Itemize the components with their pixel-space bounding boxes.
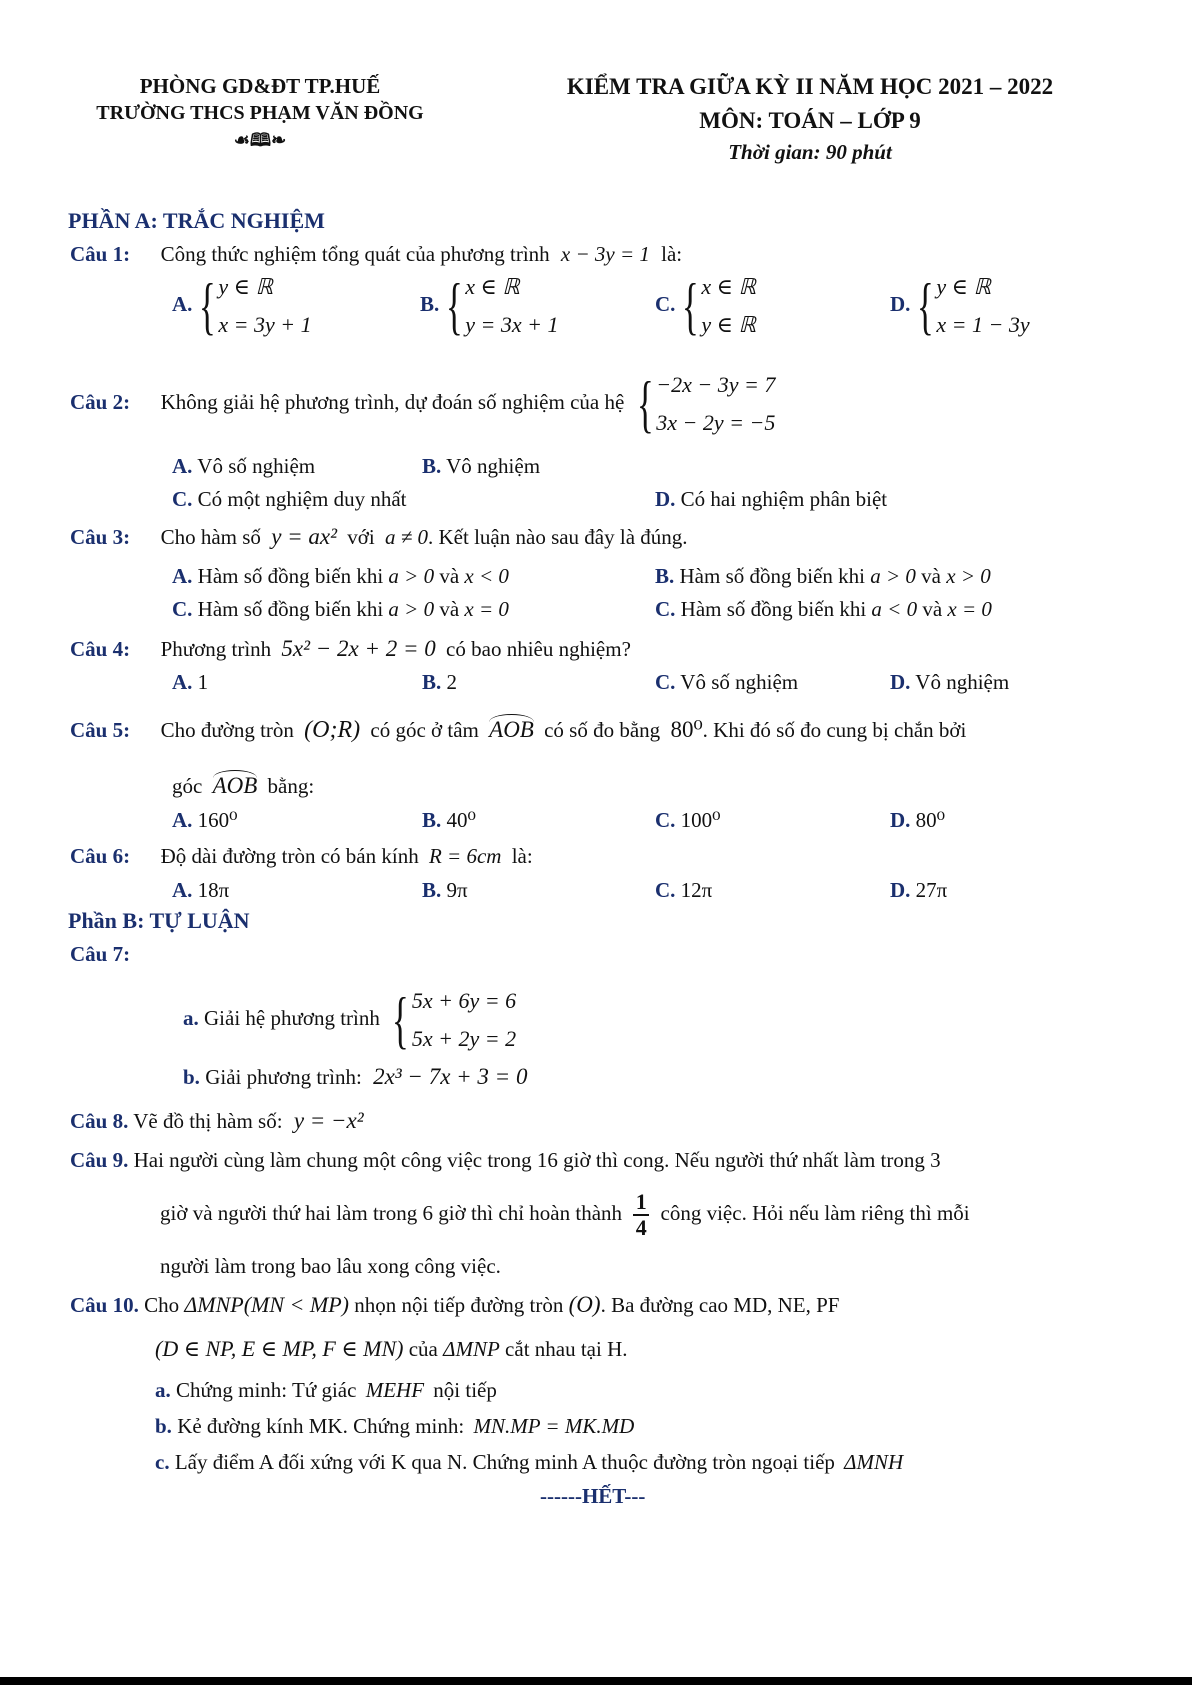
fraction-numerator: 1 xyxy=(635,1189,647,1214)
option-text: và xyxy=(921,564,941,588)
q5-option-b[interactable] xyxy=(422,808,476,833)
condition: x = 0 xyxy=(947,597,992,621)
question-9 xyxy=(70,1148,941,1173)
option-text: 27π xyxy=(915,878,948,902)
question-text: của xyxy=(408,1337,438,1361)
q1-option-d[interactable]: D. { y ∈ ℝ x = 1 − 3y xyxy=(890,268,1030,344)
q4-option-b[interactable] xyxy=(422,670,457,695)
option-key: D. xyxy=(890,878,911,902)
condition: x > 0 xyxy=(946,564,991,588)
q6-option-b[interactable] xyxy=(422,878,468,903)
option-text: 2 xyxy=(446,670,458,694)
equation: 5x² − 2x + 2 = 0 xyxy=(281,636,436,661)
ornament-icon: ☙🕮❧ xyxy=(233,130,287,150)
q4-option-c[interactable] xyxy=(655,670,798,695)
option-key: D. xyxy=(890,808,911,832)
condition: a > 0 xyxy=(388,564,435,588)
system-line: 5x + 6y = 6 xyxy=(411,988,517,1013)
triangle-notation: ΔMNP(MN < MP) xyxy=(184,1292,349,1317)
question-text: Phương trình xyxy=(160,637,272,661)
question-label: Câu 3: xyxy=(70,525,131,549)
exam-title: KIỂM TRA GIỮA KỲ II NĂM HỌC 2021 – 2022 xyxy=(566,74,1054,99)
option-key: A. xyxy=(172,878,193,902)
question-10-line2 xyxy=(155,1336,628,1362)
option-key: A. xyxy=(172,454,193,478)
condition: a ≠ 0 xyxy=(384,525,429,549)
option-key: B. xyxy=(422,454,442,478)
question-text: là: xyxy=(511,844,533,868)
condition: a > 0 xyxy=(388,597,435,621)
option-key: C. xyxy=(655,291,676,316)
system-line: 5x + 2y = 2 xyxy=(411,1026,517,1051)
question-text: công việc. Hỏi nếu làm riêng thì mỗi xyxy=(660,1201,970,1225)
question-text: góc xyxy=(172,774,203,798)
question-text: có góc ở tâm xyxy=(370,718,479,742)
triangle-notation: ΔMNP xyxy=(443,1337,500,1361)
system-line: x ∈ ℝ xyxy=(701,274,756,299)
option-text: 1 xyxy=(197,670,209,694)
school-name: TRƯỜNG THCS PHẠM VĂN ĐỒNG xyxy=(96,102,424,124)
angle-measure: 80⁰ xyxy=(670,717,703,742)
question-9-line2 xyxy=(160,1190,970,1240)
question-text: Cho hàm số xyxy=(160,525,261,549)
q2-option-d[interactable] xyxy=(655,487,887,512)
question-text: Chứng minh: Tứ giác xyxy=(176,1378,357,1402)
system-line: x ∈ ℝ xyxy=(465,274,520,299)
question-10 xyxy=(70,1292,839,1318)
angle-notation: AOB xyxy=(213,770,258,799)
question-2: Câu 2: Không giải hệ phương trình, dự đoán số nghiệm của hệ { −2x − 3y = 7 3x − 2y = −5 xyxy=(70,366,775,442)
system-line: y ∈ ℝ xyxy=(218,274,273,299)
q1-option-b[interactable]: B. { x ∈ ℝ y = 3x + 1 xyxy=(420,268,558,344)
fraction xyxy=(633,1190,649,1240)
system-line: x = 3y + 1 xyxy=(218,312,312,337)
option-text: 160⁰ xyxy=(197,808,238,832)
q3-option-d[interactable] xyxy=(655,597,992,622)
question-10c xyxy=(155,1450,903,1475)
question-text: Giải phương trình: xyxy=(205,1065,362,1089)
q6-option-a[interactable] xyxy=(172,878,229,903)
exam-duration: Thời gian: 90 phút xyxy=(728,140,892,164)
question-text: Không giải hệ phương trình, dự đoán số nghiệm của hệ xyxy=(160,389,625,414)
option-key: B. xyxy=(422,808,442,832)
question-label: Câu 5: xyxy=(70,718,131,742)
option-text: và xyxy=(922,597,943,621)
q6-option-d[interactable] xyxy=(890,878,947,903)
question-4 xyxy=(70,636,631,662)
question-text: bằng: xyxy=(267,774,315,798)
question-text: cắt nhau tại H. xyxy=(505,1337,628,1361)
q4-option-d[interactable] xyxy=(890,670,1009,695)
system-line: y ∈ ℝ xyxy=(936,274,991,299)
triangle-notation: ΔMNH xyxy=(844,1450,904,1474)
school-department: PHÒNG GD&ĐT TP.HUẾ xyxy=(139,74,381,98)
question-text: Công thức nghiệm tổng quát của phương trình xyxy=(160,242,550,266)
question-text: . Khi đó số đo cung bị chắn bởi xyxy=(702,718,967,742)
system-line: x = 1 − 3y xyxy=(936,312,1030,337)
option-text: Hàm số đồng biến khi xyxy=(197,597,384,621)
question-5 xyxy=(70,714,966,744)
option-text: 12π xyxy=(680,878,713,902)
q1-option-a[interactable]: A. { y ∈ ℝ x = 3y + 1 xyxy=(172,268,312,344)
item-key: c. xyxy=(155,1450,170,1474)
system-line: y = 3x + 1 xyxy=(465,312,559,337)
option-key: C. xyxy=(172,597,193,621)
part-b-title: Phần B: TỰ LUẬN xyxy=(68,908,250,933)
question-text: Lấy điểm A đối xứng với K qua N. Chứng minh A thuộc đường tròn ngoại tiếp xyxy=(174,1450,835,1474)
option-text: Hàm số đồng biến khi xyxy=(679,564,865,588)
question-6 xyxy=(70,844,533,869)
question-label: Câu 1: xyxy=(70,242,131,266)
question-label: Câu 10. xyxy=(70,1293,139,1317)
condition: (D ∈ NP, E ∈ MP, F ∈ MN) xyxy=(155,1336,404,1361)
scan-border xyxy=(0,1677,1192,1685)
option-key: C. xyxy=(172,487,193,511)
option-text: 9π xyxy=(446,878,468,902)
question-text: Kẻ đường kính MK. Chứng minh: xyxy=(177,1414,465,1438)
question-text: giờ và người thứ hai làm trong 6 giờ thì chỉ hoàn thành xyxy=(160,1201,623,1225)
option-text: Vô nghiệm xyxy=(915,670,1010,694)
option-text: Có hai nghiệm phân biệt xyxy=(680,487,888,511)
option-key: B. xyxy=(655,564,675,588)
system-line: 3x − 2y = −5 xyxy=(656,410,776,435)
question-text: có bao nhiêu nghiệm? xyxy=(446,637,631,661)
equation: y = ax² xyxy=(271,524,338,549)
q5-option-c[interactable] xyxy=(655,808,721,833)
question-9-line3: người làm trong bao lâu xong công việc. xyxy=(160,1254,501,1278)
question-text: Hai người cùng làm chung một công việc trong 16 giờ thì cong. Nếu người thứ nhất làm trong 3 xyxy=(133,1148,941,1172)
condition: a > 0 xyxy=(870,564,916,588)
item-key: a. xyxy=(183,1005,199,1030)
question-7a: a. Giải hệ phương trình { 5x + 6y = 6 5x + 2y = 2 xyxy=(183,982,516,1058)
question-label: Câu 6: xyxy=(70,844,131,868)
q2-option-c[interactable] xyxy=(172,487,407,512)
question-8 xyxy=(70,1108,364,1134)
option-key: A. xyxy=(172,808,193,832)
option-key: D. xyxy=(890,291,911,316)
equation: y = −x² xyxy=(293,1108,364,1133)
option-key: C. xyxy=(655,670,676,694)
question-text: Vẽ đồ thị hàm số: xyxy=(133,1109,283,1133)
question-text: . Ba đường cao MD, NE, PF xyxy=(600,1293,840,1317)
option-text: 100⁰ xyxy=(680,808,721,832)
question-text: Độ dài đường tròn có bán kính xyxy=(160,844,419,868)
system-line: y ∈ ℝ xyxy=(701,312,756,337)
exam-subject: MÔN: TOÁN – LỚP 9 xyxy=(699,108,921,133)
option-text: 40⁰ xyxy=(446,808,476,832)
question-10a xyxy=(155,1378,497,1403)
condition: a < 0 xyxy=(871,597,918,621)
option-key: A. xyxy=(172,291,193,316)
q5-option-a[interactable] xyxy=(172,808,238,833)
question-text: Cho xyxy=(144,1293,180,1317)
question-5-line2 xyxy=(172,770,314,799)
option-key: C. xyxy=(655,597,676,621)
option-text: Có một nghiệm duy nhất xyxy=(197,487,407,511)
option-key: C. xyxy=(655,878,676,902)
question-label: Câu 9. xyxy=(70,1148,129,1172)
end-marker: ------HẾT--- xyxy=(540,1484,646,1508)
q1-option-c[interactable]: C. { x ∈ ℝ y ∈ ℝ xyxy=(655,268,756,344)
question-text: Giải hệ phương trình xyxy=(204,1005,380,1030)
option-text: 18π xyxy=(197,878,230,902)
question-10b xyxy=(155,1414,634,1439)
option-text: 80⁰ xyxy=(915,808,946,832)
circle-notation: (O) xyxy=(568,1292,601,1317)
item-key: b. xyxy=(155,1414,172,1438)
question-text: Cho đường tròn xyxy=(160,718,294,742)
option-key: B. xyxy=(422,878,442,902)
option-key: D. xyxy=(655,487,676,511)
condition: x < 0 xyxy=(464,564,509,588)
option-key: C. xyxy=(655,808,676,832)
question-text: nhọn nội tiếp đường tròn xyxy=(354,1293,564,1317)
question-tail: là: xyxy=(661,242,683,266)
q4-option-a[interactable] xyxy=(172,670,208,695)
question-1 xyxy=(70,242,682,267)
option-text: Vô nghiệm xyxy=(446,454,541,478)
equation: R = 6cm xyxy=(428,844,502,868)
fraction-denominator: 4 xyxy=(635,1215,647,1241)
equation: x − 3y = 1 xyxy=(560,242,650,266)
condition: x = 0 xyxy=(464,597,509,621)
item-key: b. xyxy=(183,1065,200,1089)
question-text: . Kết luận nào sau đây là đúng. xyxy=(428,525,688,549)
question-7b xyxy=(183,1064,527,1090)
option-text: Hàm số đồng biến khi xyxy=(680,597,867,621)
option-text: và xyxy=(439,564,460,588)
question-3 xyxy=(70,524,688,550)
option-text: Vô số nghiệm xyxy=(680,670,799,694)
option-key: D. xyxy=(890,670,911,694)
question-label: Câu 4: xyxy=(70,637,131,661)
question-7-label: Câu 7: xyxy=(70,942,131,966)
q5-option-d[interactable] xyxy=(890,808,945,833)
question-text: nội tiếp xyxy=(433,1378,497,1402)
question-text: với xyxy=(347,525,375,549)
q2-option-b[interactable] xyxy=(422,454,540,479)
q2-option-a[interactable] xyxy=(172,454,315,479)
question-label: Câu 2: xyxy=(70,389,131,414)
option-text: Hàm số đồng biến khi xyxy=(197,564,384,588)
option-key: B. xyxy=(422,670,442,694)
option-text: và xyxy=(439,597,460,621)
option-key: A. xyxy=(172,670,193,694)
q3-option-a[interactable] xyxy=(172,564,509,589)
quadrilateral-notation: MEHF xyxy=(365,1378,425,1402)
question-label: Câu 8. xyxy=(70,1109,129,1133)
option-key: B. xyxy=(420,291,440,316)
q3-option-c[interactable] xyxy=(172,597,509,622)
part-a-title: PHẦN A: TRẮC NGHIỆM xyxy=(68,208,325,233)
q6-option-c[interactable] xyxy=(655,878,712,903)
option-text: Vô số nghiệm xyxy=(197,454,316,478)
question-text: có số đo bằng xyxy=(544,718,661,742)
circle-notation: (O;R) xyxy=(304,717,361,743)
q3-option-b[interactable] xyxy=(655,564,991,589)
equation: 2x³ − 7x + 3 = 0 xyxy=(373,1064,528,1089)
item-key: a. xyxy=(155,1378,171,1402)
system-line: −2x − 3y = 7 xyxy=(656,372,776,397)
equation: MN.MP = MK.MD xyxy=(473,1414,635,1438)
angle-notation: AOB xyxy=(489,714,534,743)
option-key: A. xyxy=(172,564,193,588)
